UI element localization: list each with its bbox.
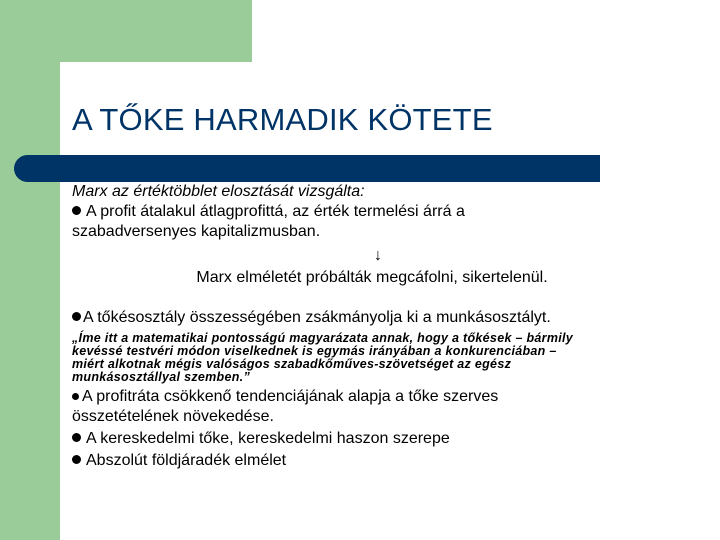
bullet-text: Abszolút földjáradék elmélet <box>86 452 287 469</box>
green-top-decoration <box>0 0 252 62</box>
marx-quote <box>72 332 662 384</box>
title-underline-bar <box>14 155 600 182</box>
bullet-item-1 <box>72 202 662 222</box>
bullet-text: A profitráta csökkenő tendenciájának alapja a tőke szerves <box>82 388 499 405</box>
bullet-text: összetételének növekedése. <box>72 408 274 425</box>
quote-line: „Íme itt a matematikai pontosságú magyarázata annak, hogy a tőkések – bármily <box>72 331 574 345</box>
bullet-item-5 <box>72 451 662 471</box>
bullet-item-3 <box>72 387 662 407</box>
bullet-icon <box>72 455 81 464</box>
bullet-text: A profit átalakul átlagprofittá, az érték termelési árrá a <box>86 203 465 220</box>
slide-title: A TŐKE HARMADIK KÖTETE <box>72 102 493 137</box>
bullet-text: A kereskedelmi tőke, kereskedelmi haszon szerepe <box>86 430 450 447</box>
down-arrow: ↓ <box>374 247 382 264</box>
green-sidebar-decoration <box>0 0 60 540</box>
bullet-item-2 <box>72 308 662 328</box>
bullet-text: szabadversenyes kapitalizmusban. <box>72 223 321 240</box>
bullet-icon <box>72 433 81 442</box>
quote-line: kevéssé testvéri módon viselkednek is egymás irányában a konkurenciában – <box>72 344 557 358</box>
quote-line: munkásosztállyal szemben.” <box>72 370 251 384</box>
bullet-icon <box>72 206 81 215</box>
bullet-icon <box>72 393 79 400</box>
slide-content <box>72 183 662 471</box>
bullet-icon <box>72 312 81 321</box>
bullet-item-1-continuation <box>0 222 662 242</box>
bullet-item-3-continuation <box>72 407 662 427</box>
quote-line: miért alkotnak mégis valóságos szabadkőműves-szövetséget az egész <box>72 357 512 371</box>
bullet-text: A tőkésosztály összességében zsákmányolja ki a munkásosztályt. <box>83 309 551 326</box>
bullet-item-4 <box>72 429 662 449</box>
intro-text: Marx az értéktöbblet elosztását vizsgálta: <box>72 183 365 200</box>
refutation-text: Marx elméletét próbálták megcáfolni, sikertelenül. <box>196 269 548 286</box>
